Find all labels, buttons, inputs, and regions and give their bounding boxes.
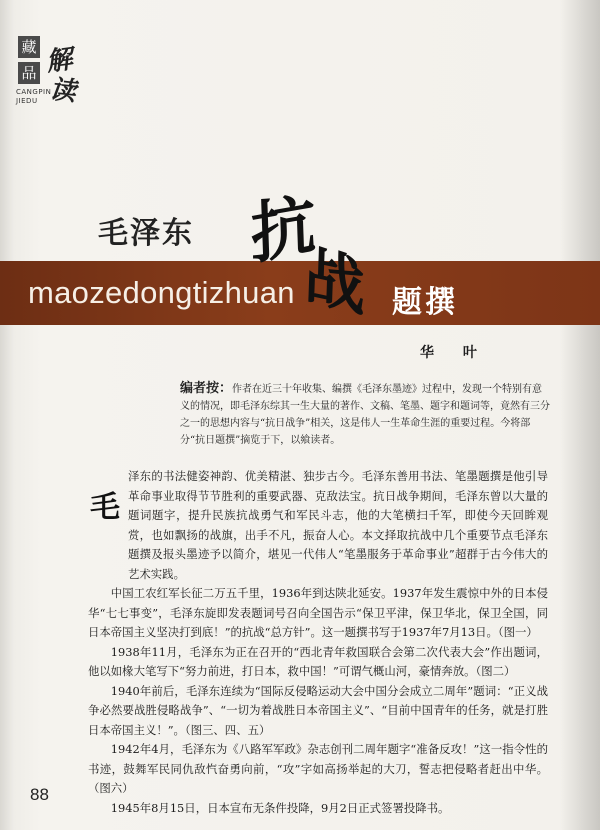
editor-note-label: 编者按：: [180, 381, 233, 396]
body-paragraph: 泽东的书法健姿神韵、优美精湛、独步古今。毛泽东善用书法、笔墨题撰是他引导革命事业取得节节胜利的重要武器、克敌法宝。抗日战争期间，毛泽东曾以大量的题词题字，提升民族抗战勇气和军民斗志，他的大笔横扫千军，即使今天回眸观赏，也如飘扬的战旗，出手不凡，振奋人心。本文择取抗战中几个重要节点毛泽东题撰及报头墨迹予以简介，堪见一代伟人“笔墨服务于革命事业”超群于古今伟大的艺术实践。: [128, 469, 548, 581]
body-paragraph: 1938年11月，毛泽东为正在召开的“西北青年救国联合会第二次代表大会”作出题词，他以如椽大笔写下“努力前进，打日本，救中国！”可谓气概山河，豪情奔放。（图二）: [88, 644, 548, 678]
body-paragraph: 1940年前后，毛泽东连续为“国际反侵略运动大会中国分会成立二周年”题词：“正义战争必然要战胜侵略战争”、“一切为着战胜日本帝国主义”、“目前中国青年的任务，就是打胜日本帝国主义！”。（图三、四、五）: [88, 683, 548, 737]
logo-calligraphy-2: 读: [48, 74, 78, 108]
drop-cap: 毛: [90, 490, 120, 525]
article-title: 毛泽东: [98, 216, 194, 251]
body-paragraph: 1942年4月，毛泽东为《八路军军政》杂志创刊二周年题字“准备反攻！”这一指令性的书迹，鼓舞军民同仇敌忾奋勇向前，“攻”字如高扬举起的大刀，誓志把侵略者赶出中华。（图六）: [88, 742, 548, 795]
editor-note: [180, 380, 550, 449]
editor-note-text: 作者在近三十年收集、编撰《毛泽东墨迹》过程中，发现一个特别有意义的情况，即毛泽东综其一生大量的著作、文稿、笔墨、题字和题词等，竟然有三分之一的思想内容与“抗日战争”相关，这是伟人一生革命生涯的重要过程。今将部分“抗日题撰”摘览于下，以飨读者。: [180, 384, 550, 446]
logo-box-1: 藏: [18, 36, 40, 58]
logo-box-2: 品: [18, 62, 40, 84]
logo-english-2: JIEDU: [16, 97, 38, 105]
title-pinyin: maozedongtizhuan: [28, 275, 295, 310]
body-paragraph: 中国工农红军长征二万五千里，1936年到达陕北延安。1937年发生震惊中外的日本侵华“七七事变”，毛泽东旋即发表题词号召向全国告示“保卫平津，保卫华北，保卫全国，同日本帝国主义坚决打到底！”的抗战“总方针”。这一题撰书写于1937年7月13日。（图一）: [88, 586, 548, 639]
author-name: 华 叶: [420, 345, 489, 361]
title-calligraphy-1: 抗: [249, 183, 318, 275]
body-paragraph: 1945年8月15日，日本宣布无条件投降，9月2日正式签署投降书。: [110, 800, 450, 815]
article-body: [88, 467, 548, 818]
title-calligraphy-2: 战: [303, 238, 367, 326]
column-logo: [16, 34, 96, 112]
logo-calligraphy-1: 解: [44, 44, 75, 78]
logo-english-1: CANGPIN: [16, 88, 52, 96]
page-number: 88: [30, 785, 49, 804]
title-subtitle: 题撰: [392, 285, 458, 320]
